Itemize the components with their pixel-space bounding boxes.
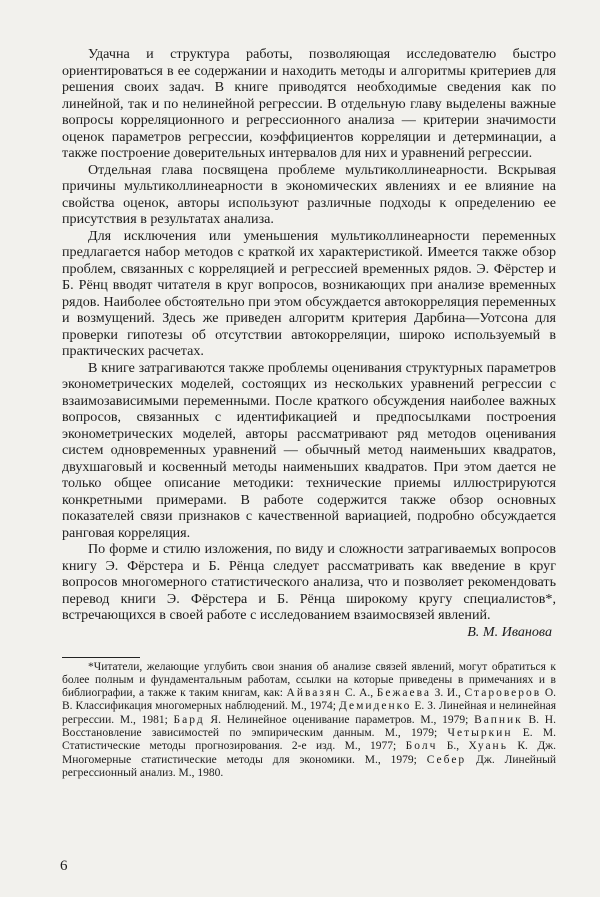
author-surname: Бежаева [376,687,432,700]
footnote-text: Е. М. Статистические методы прогнозирования. 2-е изд. М., 1977; [62,726,557,753]
paragraph: Удачна и структура работы, позволяющая исследователю быстро ориентироваться в ее содержании и находить методы и алгоритмы критериев для решения своих задач. В книге приводятся необходимые сведения как по линейной, так и по нелинейной регрессии. В отдельную главу выделены важные вопросы корреляционного и регрессионного анализа — критерии значимости оценок параметров регрессии, коэффициентов корреляции и детерминации, а также построение доверительных интервалов для них и уравнений регрессии. [62,46,556,161]
author-surname: Болч [405,740,438,753]
author-signature: В. М. Иванова [467,623,552,640]
author-surname: Демиденко [338,700,412,713]
author-surname: Хуань [468,740,508,753]
footnote-text: О. В. Классификация многомерных наблюдений. М., 1974; [62,687,556,713]
paragraph: Отдельная глава посвящена проблеме мультиколлинеарности. Вскрывая причины мультиколлинеарности в экономических явлениях и ее влияние на свойства оценок, авторы используют различные подходы к определению ее присутствия в результатах анализа. [62,161,556,227]
footnote-text: С. А., [341,687,377,700]
footnote-text: Дж. Линейный регрессионный анализ. М., 1980. [62,753,556,779]
footnote-text: З. И., [431,687,465,700]
book-page [62,46,556,780]
author-surname: Староверов [464,687,542,700]
paragraph: Для исключения или уменьшения мультиколлинеарности переменных предлагается набор методов с краткой их характеристикой. Имеется также обзор проблем, связанных с корреляцией и регрессией временных рядов. Э. Фёрстер и Б. Рёнц вводят читателя в круг вопросов, возникающих при анализе временных рядов. Наиболее обстоятельно при этом обсуждается автокорреляция переменных и возмущений. Здесь же приведен алгоритм критерия Дарбина—Уотсона для проверки гипотезы об отсутствии автокорреляции, широко используемый в практических расчетах. [62,227,556,359]
author-surname: Бард [173,713,205,726]
paragraph: В книге затрагиваются также проблемы оценивания структурных параметров эконометрических моделей, состоящих из нескольких уравнений регрессии с взаимозависимыми переменными. После краткого обсуждения наиболее важных вопросов, связанных с идентификацией и предпосылками построения эконометрических моделей, авторы рассматривают ряд методов оценивания систем одновременных уравнений — обычный метод наименьших квадратов, двухшаговый и косвенный методы наименьших квадратов. При этом дается не только общее описание методики: технические приемы иллюстрируются конкретными примерами. В работе содержится также обзор основных показателей связи признаков с качественной вариацией, подробно обсуждается ранговая корреляция. [62,359,556,541]
author-surname: Себер [426,753,467,766]
author-surname: Айвазян [286,687,342,700]
body-text [62,46,556,624]
page-number: 6 [60,858,68,874]
footnote-rule [62,657,140,658]
author-surname: Вапник [474,713,523,726]
footnote-text: Е. З. Линейная и нелинейная регрессии. М., 1981; [62,700,557,726]
footnote-text: *Читатели, желающие углубить свои знания об анализе связей явлений, могут обратиться к более полным и фундаментальным работам, ссылки на которые приведены в примечаниях и в библиографии, а также к таким книгам, как: [62,660,556,700]
paragraph: По форме и стилю изложения, по виду и сложности затрагиваемых вопросов книгу Э. Фёрстера и Б. Рёнца следует рассматривать как введение в круг вопросов многомерного статистического анализа, что и позволяет рекомендовать перевод книги Э. Фёрстера и Б. Рёнца широкому кругу специалистов*, встречающихся в своей работе с исследованием взаимосвязей явлений. [62,541,556,623]
footnote [62,661,556,781]
footnote-text: К. Дж. Многомерные статистические методы для экономики. М., 1979; [62,740,556,766]
author-surname: Четыркин [447,726,513,739]
footnote-text: Я. Нелинейное оценивание параметров. М., 1979; [204,713,475,726]
footnote-text: В. Н. Восстановление зависимостей по эмпирическим данным. М., 1979; [62,713,556,739]
footnote-text: Б., [437,740,469,753]
